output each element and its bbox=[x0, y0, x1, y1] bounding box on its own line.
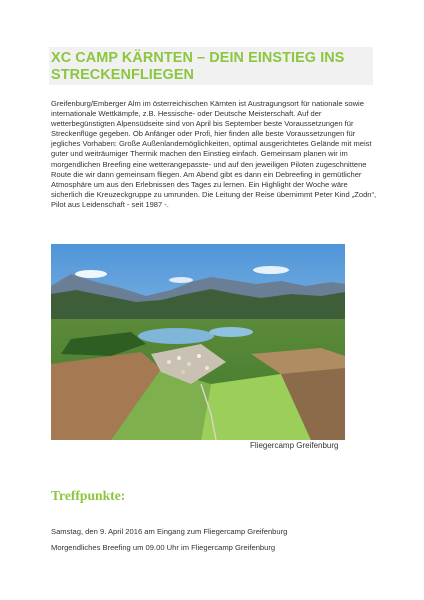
aerial-photo bbox=[51, 244, 345, 440]
meeting-points-heading: Treffpunkte: bbox=[51, 488, 126, 503]
meeting-point-item: Morgendliches Breefing um 09.00 Uhr im Fliegercamp Greifenburg bbox=[51, 543, 276, 552]
meeting-point-item: Samstag, den 9. April 2016 am Eingang zum Fliegercamp Greifenburg bbox=[51, 527, 288, 536]
photo-caption: Fliegercamp Greifenburg bbox=[250, 441, 339, 450]
intro-paragraph: Greifenburg/Emberger Alm im österreichischen Kärnten ist Austragungsort für nationale sowie internationale Wettkämpfe, z.B. Hessische- oder Deutsche Meisterschaft. Auf der wetterbegünstigten Alpensüdseite sind von April bis September beste Voraussetzungen für Streckenflüge gegeben. Ob Anfänger oder Profi, hier finden alle beste Voraussetzungen für jegliches Vorhaben: Große Außenlandemöglichkeiten, optimal ausgerichtetes Gelände mit meist guter und weiträumiger Thermik machen den Einstieg einfach. Gemeinsam planen wir im morgendlichen Breefing eine wetterangepasste- und auf den jeweiligen Piloten zugeschnittene Route die wir dann gemeinsam fliegen. Am Abend gibt es dann ein Debreefing in gemütlicher Atmosphäre um aus den Erlebnissen des Tages zu lernen. Ein Highlight der Woche wäre sicherlich die Kreuzeckgruppe zu umrunden. Die Leitung der Reise übernimmt Peter Kind „Zodn“, Pilot aus Leidenschaft - seit 1987 -. bbox=[51, 99, 377, 209]
page-title: XC CAMP KÄRNTEN – DEIN EINSTIEG INS STRECKENFLIEGEN bbox=[51, 50, 345, 83]
